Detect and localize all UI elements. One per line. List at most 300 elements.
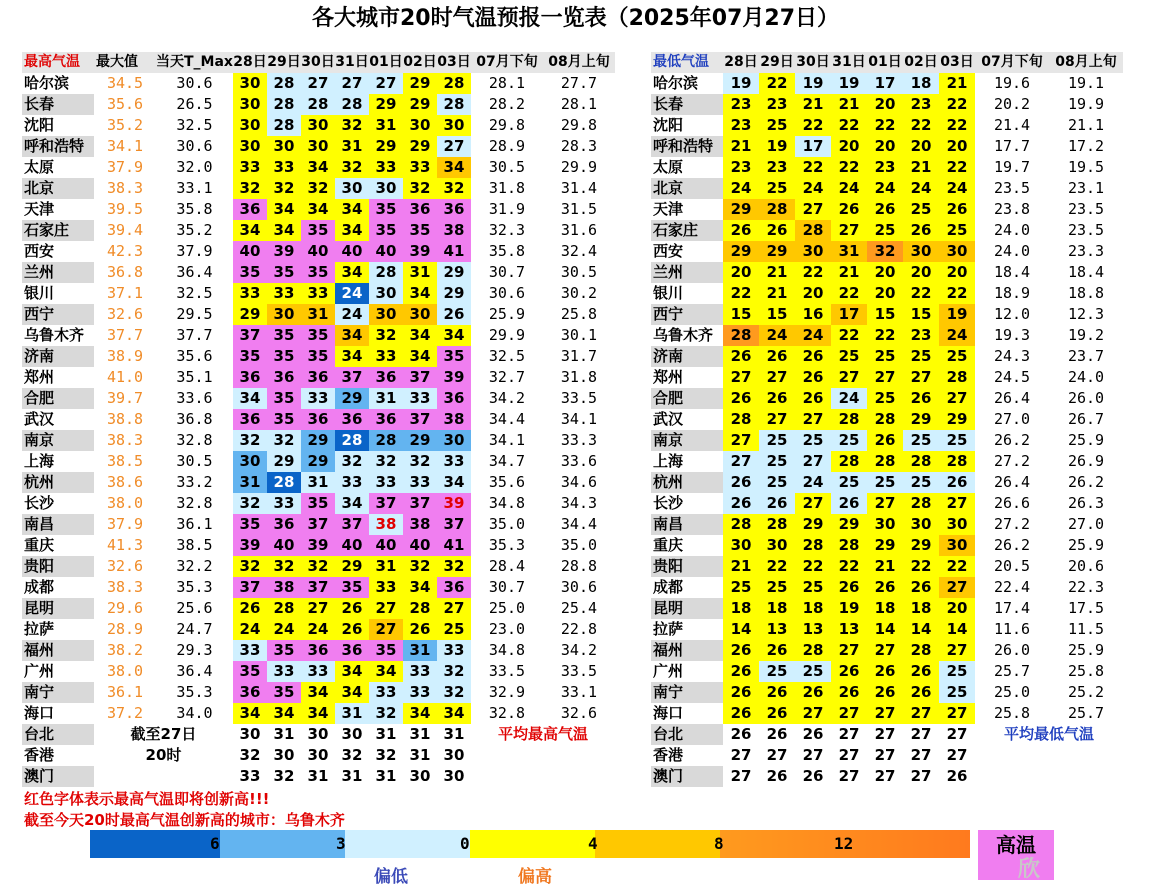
temp-cell: 30 [341,725,363,743]
temp-cell: 29 [903,535,939,556]
avg-jul-late: 35.0 [488,515,526,533]
avg-jul-late: 19.6 [993,74,1031,92]
city-name: 北京 [22,178,94,199]
city-name: 长沙 [653,494,684,512]
temp-cell: 27 [766,746,788,764]
table-row [651,619,1123,640]
avg-jul-late: 35.3 [488,536,526,554]
temp-cell: 26 [867,199,903,220]
max-value: 32.6 [106,557,144,575]
temp-cell: 21 [831,94,867,115]
temp-cell: 27 [795,703,831,724]
avg-aug-early: 28.3 [560,137,598,155]
temp-cell: 26 [831,577,867,598]
temp-cell: 24 [831,178,867,199]
city-name: 沈阳 [653,116,684,134]
temp-cell: 41 [437,241,471,262]
temp-cell: 40 [403,535,437,556]
temp-cell: 37 [233,325,267,346]
temp-cell: 32 [437,682,471,703]
temp-cell: 26 [723,472,759,493]
today-tmax: 34.0 [176,704,213,722]
table-row [22,136,615,157]
today-tmax: 29.5 [176,305,213,323]
temp-cell: 35 [369,640,403,661]
temp-cell: 18 [903,73,939,94]
temp-cell: 39 [267,241,301,262]
avg-aug-early: 35.0 [560,536,598,554]
temp-cell: 35 [267,325,301,346]
temp-cell: 31 [403,640,437,661]
temp-cell: 33 [437,451,471,472]
temp-cell: 30 [267,136,301,157]
temp-cell: 27 [301,598,335,619]
temp-cell: 33 [301,283,335,304]
temp-cell: 26 [903,220,939,241]
temp-cell: 14 [867,619,903,640]
temp-cell: 25 [759,430,795,451]
avg-aug-early: 30.6 [560,578,598,596]
temp-cell: 31 [369,388,403,409]
temp-cell: 25 [939,220,975,241]
temp-cell: 25 [831,472,867,493]
temp-cell: 37 [369,493,403,514]
temp-cell: 28 [795,220,831,241]
table-row [22,577,615,598]
temp-cell: 32 [267,178,301,199]
temp-cell: 30 [233,94,267,115]
city-name: 澳门 [651,766,723,787]
column-header: 02日 [403,52,437,73]
avg-jul-late: 26.4 [993,389,1031,407]
temp-cell: 26 [437,304,471,325]
legend-tick: 3 [336,834,346,853]
temp-cell: 14 [723,619,759,640]
temp-cell: 35 [301,325,335,346]
temp-cell: 34 [437,325,471,346]
max-value: 34.5 [106,74,144,92]
city-name: 西宁 [22,304,94,325]
temp-cell: 26 [939,472,975,493]
avg-aug-early: 34.4 [560,515,598,533]
city-name: 杭州 [651,472,723,493]
table-row [651,598,1123,619]
footer-note-record: 红色字体表示最高气温即将创新高!!! [24,790,270,808]
temp-cell: 30 [335,178,369,199]
temp-cell: 25 [759,115,795,136]
table-row [651,703,1123,724]
avg-jul-late: 23.5 [993,179,1031,197]
temp-cell: 29 [437,262,471,283]
watermark: 欣 [1018,857,1041,882]
temp-cell: 22 [939,157,975,178]
avg-jul-late: 23.8 [993,200,1031,218]
legend-tick: 8 [714,834,724,853]
temp-cell: 29 [369,94,403,115]
temp-cell: 27 [831,220,867,241]
avg-jul-late: 30.6 [488,284,526,302]
temp-cell: 34 [267,220,301,241]
temp-cell: 36 [233,199,267,220]
temp-cell: 22 [795,115,831,136]
temp-cell: 30 [795,241,831,262]
table-row [22,661,615,682]
temp-cell: 27 [369,619,403,640]
table-row [22,745,615,766]
temp-cell: 33 [267,157,301,178]
temp-cell: 26 [867,577,903,598]
city-name: 海口 [653,704,684,722]
temp-cell: 26 [723,661,759,682]
temp-cell: 37 [437,514,471,535]
avg-jul-late: 26.4 [993,473,1031,491]
table-row [651,241,1123,262]
city-name: 重庆 [653,536,684,554]
temp-cell: 28 [369,262,403,283]
temp-cell: 40 [335,241,369,262]
today-tmax: 36.4 [176,263,213,281]
temp-cell: 21 [795,94,831,115]
temp-cell: 30 [903,514,939,535]
temp-cell: 26 [795,682,831,703]
temp-cell: 27 [910,767,932,785]
today-tmax: 30.5 [176,452,213,470]
legend-tick: 6 [210,834,220,853]
avg-aug-early: 25.2 [1067,683,1105,701]
avg-aug-early: 23.1 [1067,179,1105,197]
table-row [22,766,615,787]
temp-cell: 21 [723,556,759,577]
city-name: 南昌 [22,514,94,535]
legend-hot-box: 高温 [978,830,1054,880]
temp-cell: 23 [723,115,759,136]
temp-cell: 28 [723,409,759,430]
city-name: 合肥 [22,388,94,409]
temp-cell: 31 [307,767,329,785]
temp-cell: 24 [939,325,975,346]
temp-cell: 26 [723,493,759,514]
temp-cell: 39 [403,241,437,262]
avg-jul-late: 31.9 [488,200,526,218]
avg-jul-late: 19.7 [993,158,1031,176]
temp-cell: 24 [335,304,369,325]
column-header: 当天T_Max [156,52,233,73]
city-name: 太原 [653,158,684,176]
city-name: 海口 [24,704,55,722]
avg-aug-early: 30.2 [560,284,598,302]
temp-cell: 28 [267,94,301,115]
temp-cell: 33 [369,346,403,367]
city-name: 重庆 [24,536,55,554]
column-header: 01日 [369,52,403,73]
column-header: 28日 [233,52,267,73]
temp-cell: 39 [301,535,335,556]
temp-cell: 27 [795,493,831,514]
today-tmax: 29.3 [176,641,213,659]
temp-cell: 20 [795,283,831,304]
legend-low-label: 偏低 [374,867,408,887]
temp-cell: 25 [759,178,795,199]
table-row [22,409,615,430]
temp-cell: 21 [759,283,795,304]
avg-aug-early: 19.9 [1067,95,1105,113]
city-name: 天津 [653,200,684,218]
temp-cell: 35 [267,640,301,661]
legend-tick: 4 [588,834,598,853]
temp-cell: 31 [369,556,403,577]
temp-cell: 25 [795,661,831,682]
temp-cell: 30 [307,725,329,743]
temp-cell: 32 [369,451,403,472]
temp-cell: 23 [759,157,795,178]
temp-cell: 27 [369,73,403,94]
avg-jul-late: 35.6 [488,473,526,491]
temp-cell: 32 [335,451,369,472]
column-header: 01日 [867,52,903,73]
city-name: 福州 [22,640,94,661]
city-name: 长沙 [24,494,55,512]
temp-cell: 32 [273,767,295,785]
table-row [22,451,615,472]
temp-cell: 26 [759,346,795,367]
today-tmax: 35.8 [176,200,213,218]
temp-cell: 27 [831,703,867,724]
temp-cell: 22 [939,94,975,115]
note-cell: 截至27日 [130,725,197,743]
avg-aug-early: 26.0 [1067,389,1105,407]
today-tmax: 32.5 [176,284,213,302]
temp-cell: 25 [903,199,939,220]
max-value: 36.8 [106,263,144,281]
today-tmax: 32.0 [176,158,213,176]
today-tmax: 30.6 [176,74,213,92]
temp-cell: 28 [759,199,795,220]
max-value: 34.1 [106,137,144,155]
temp-cell: 35 [233,346,267,367]
temp-cell: 26 [759,640,795,661]
avg-jul-late: 27.0 [993,410,1031,428]
temp-cell: 34 [233,388,267,409]
temp-cell: 20 [867,94,903,115]
avg-aug-early: 27.7 [560,74,598,92]
avg-aug-early: 18.8 [1067,284,1105,302]
temp-cell: 27 [838,767,860,785]
avg-aug-early: 26.3 [1067,494,1105,512]
temp-cell: 25 [437,619,471,640]
city-name: 济南 [651,346,723,367]
avg-aug-early: 31.7 [560,347,598,365]
temp-cell: 36 [369,367,403,388]
temp-cell: 25 [759,451,795,472]
temp-cell: 34 [369,661,403,682]
temp-cell: 32 [867,241,903,262]
temp-cell: 26 [831,682,867,703]
table-row [22,199,615,220]
temp-cell: 24 [301,619,335,640]
temp-cell: 34 [335,661,369,682]
temp-cell: 33 [301,661,335,682]
temp-cell: 34 [403,346,437,367]
avg-aug-early: 25.4 [560,599,598,617]
avg-aug-early: 30.1 [560,326,598,344]
temp-cell: 27 [874,725,896,743]
avg-jul-late: 19.3 [993,326,1031,344]
avg-note [471,766,615,787]
temp-cell: 32 [403,556,437,577]
max-value: 32.6 [106,305,144,323]
city-name: 兰州 [651,262,723,283]
temp-cell: 28 [267,73,301,94]
temp-cell: 25 [903,346,939,367]
city-name: 南昌 [651,514,723,535]
temp-cell: 35 [301,493,335,514]
temp-cell: 23 [903,94,939,115]
table-row [22,115,615,136]
temp-cell: 25 [867,220,903,241]
temp-cell: 24 [795,178,831,199]
column-header: 02日 [903,52,939,73]
temp-cell: 30 [307,746,329,764]
temp-cell: 40 [335,535,369,556]
temp-cell: 26 [903,682,939,703]
temp-cell: 26 [867,430,903,451]
temp-cell: 31 [273,725,295,743]
avg-aug-early: 23.5 [1067,221,1105,239]
table-row [22,556,615,577]
temp-cell: 24 [795,325,831,346]
temp-cell: 30 [723,535,759,556]
avg-aug-early: 32.6 [560,704,598,722]
temp-cell: 23 [723,94,759,115]
temp-cell: 33 [267,283,301,304]
avg-aug-early: 23.3 [1067,242,1105,260]
city-name: 贵阳 [22,556,94,577]
temp-cell: 35 [369,199,403,220]
temp-cell: 35 [233,661,267,682]
temp-cell: 30 [409,767,431,785]
avg-jul-late: 30.7 [488,578,526,596]
temp-cell: 14 [903,619,939,640]
temp-cell: 31 [403,262,437,283]
table-row [22,703,615,724]
temp-cell: 29 [759,241,795,262]
temp-cell: 26 [946,767,968,785]
temp-cell: 32 [239,746,261,764]
avg-aug-early: 34.1 [560,410,598,428]
temp-cell: 34 [335,220,369,241]
temp-cell: 33 [233,640,267,661]
city-name: 贵阳 [651,556,723,577]
temp-cell: 28 [723,514,759,535]
temp-cell: 27 [723,367,759,388]
avg-aug-early: 17.5 [1067,599,1105,617]
column-header: 31日 [831,52,867,73]
city-name: 乌鲁木齐 [653,326,714,344]
temp-cell: 36 [267,367,301,388]
avg-jul-late: 26.2 [993,431,1031,449]
city-name: 拉萨 [24,620,55,638]
temp-cell: 35 [267,388,301,409]
temp-cell: 27 [867,367,903,388]
temp-cell: 33 [233,157,267,178]
temp-cell: 32 [233,430,267,451]
temp-cell: 27 [437,136,471,157]
temp-cell: 34 [301,199,335,220]
max-value: 38.2 [106,641,144,659]
temp-cell: 30 [403,115,437,136]
temp-cell: 30 [939,535,975,556]
temp-cell: 27 [795,199,831,220]
avg-aug-early: 27.0 [1067,515,1105,533]
column-header: 07月下旬 [471,52,543,73]
temp-cell: 33 [369,472,403,493]
avg-jul-late: 28.4 [488,557,526,575]
legend-seg-warm [470,830,595,858]
temp-cell: 27 [838,746,860,764]
temp-cell: 27 [795,451,831,472]
temp-cell: 27 [939,703,975,724]
temp-cell: 27 [802,746,824,764]
avg-jul-late: 24.5 [993,368,1031,386]
temp-cell: 27 [759,409,795,430]
temp-cell: 19 [939,304,975,325]
temp-cell: 37 [335,514,369,535]
temp-cell: 22 [795,556,831,577]
temp-cell: 20 [723,262,759,283]
city-name: 南宁 [651,682,723,703]
avg-aug-early: 18.4 [1067,263,1105,281]
max-value: 38.5 [106,452,144,470]
city-name: 南宁 [22,682,94,703]
temp-cell: 32 [301,178,335,199]
temp-cell: 28 [903,493,939,514]
temp-cell: 29 [867,535,903,556]
temp-cell: 26 [831,493,867,514]
avg-note: 平均最低气温 [1003,725,1094,743]
temp-cell: 32 [369,703,403,724]
temp-cell: 22 [759,556,795,577]
temp-cell: 27 [730,746,752,764]
temp-cell: 40 [369,535,403,556]
avg-jul-late: 32.3 [488,221,526,239]
max-value: 42.3 [106,242,144,260]
temp-cell: 30 [939,514,975,535]
temp-cell: 34 [233,220,267,241]
table-row [22,724,615,745]
avg-jul-late: 26.6 [993,494,1031,512]
avg-aug-early: 22.8 [560,620,598,638]
temp-cell: 27 [723,430,759,451]
table-row [22,73,615,94]
temp-cell: 22 [723,283,759,304]
temp-cell: 36 [437,577,471,598]
table-row [22,157,615,178]
temp-cell: 33 [403,388,437,409]
temp-cell: 30 [437,115,471,136]
temp-cell: 26 [730,725,752,743]
temp-cell: 30 [369,283,403,304]
temp-cell: 29 [403,73,437,94]
temp-cell: 15 [723,304,759,325]
max-value: 41.0 [106,368,144,386]
avg-aug-early: 29.8 [560,116,598,134]
temp-cell: 25 [939,661,975,682]
temp-cell: 32 [335,115,369,136]
temp-cell: 27 [867,493,903,514]
column-header: 28日 [723,52,759,73]
city-name: 呼和浩特 [651,136,723,157]
table-row [651,745,1123,766]
